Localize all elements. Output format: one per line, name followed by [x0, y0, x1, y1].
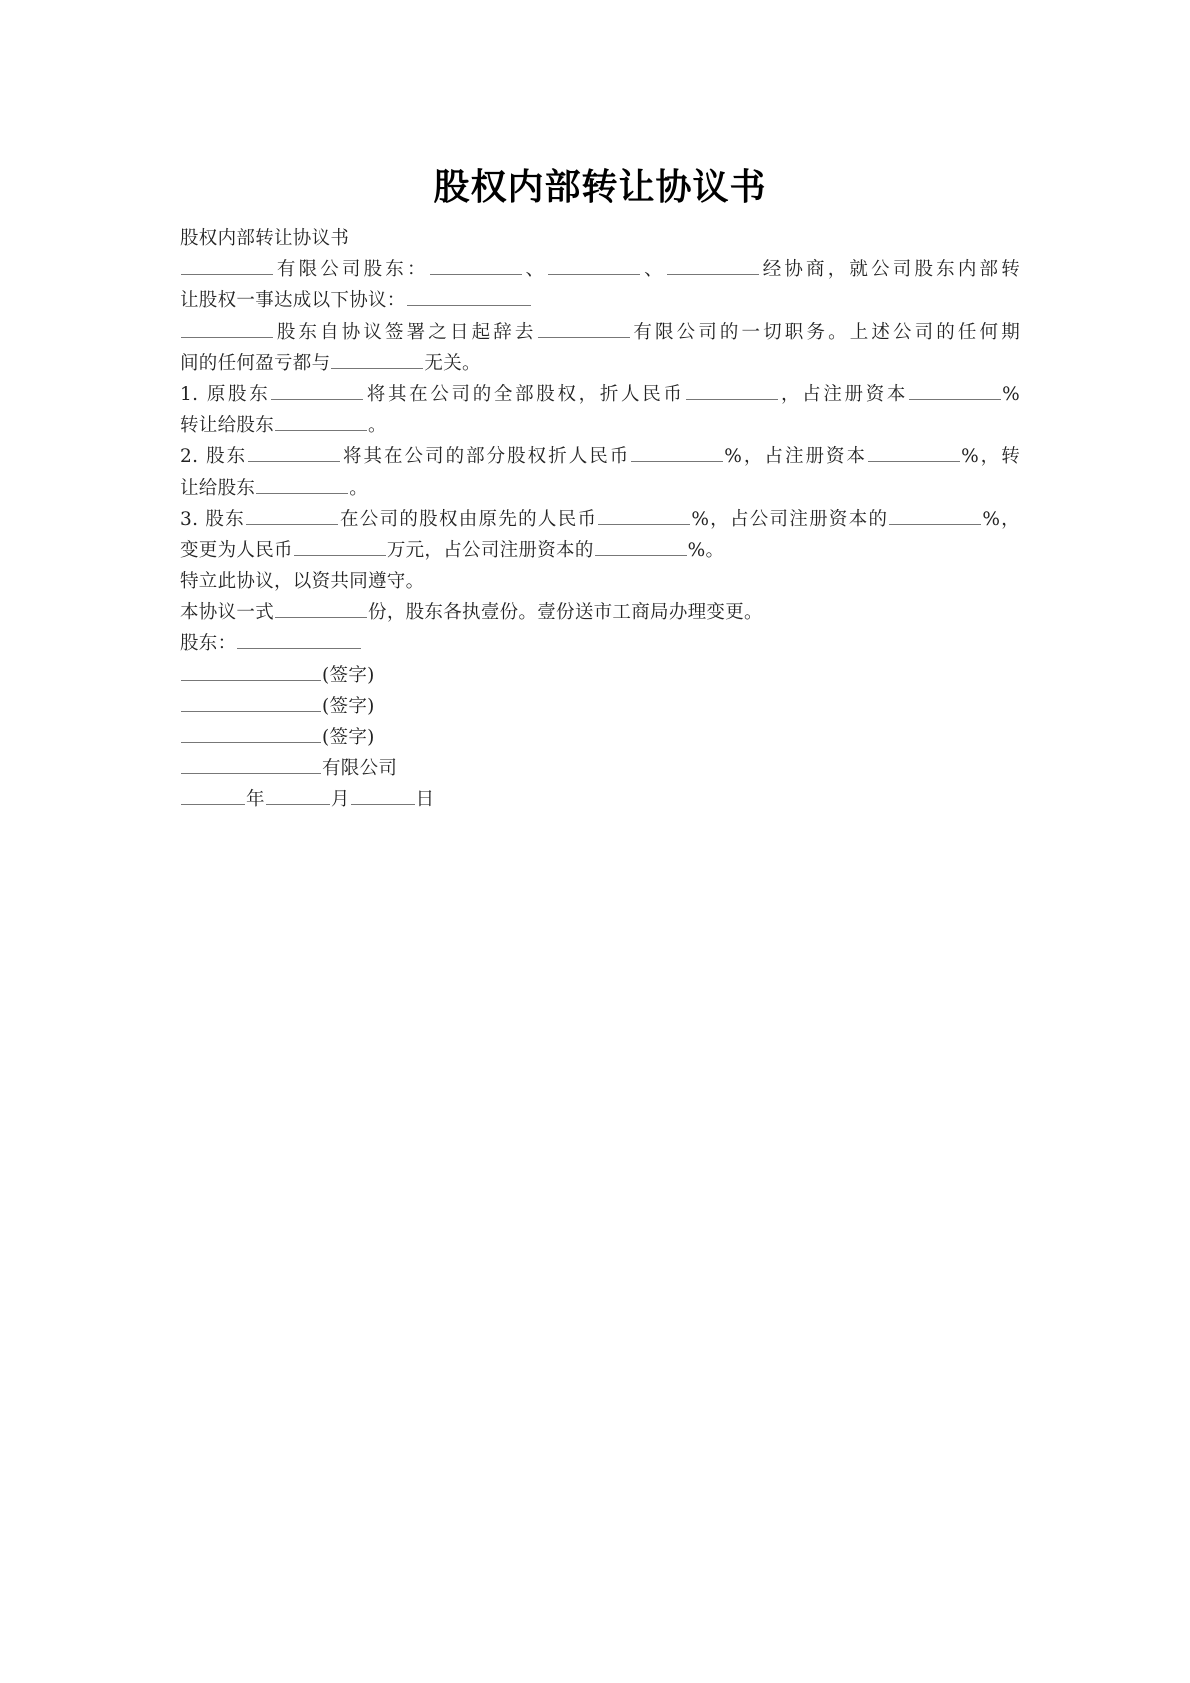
shareholder-blank-2[interactable]: [548, 256, 640, 275]
resignation-text: 股东自协议签署之日起辞去: [274, 321, 537, 343]
clause-text: %，: [982, 508, 1020, 530]
year-blank[interactable]: [181, 786, 245, 805]
copies-text: 本协议一式: [180, 602, 275, 624]
clause-text: ，占注册资本: [778, 383, 909, 405]
preamble-text: 经协商，就公司股东内部转: [759, 259, 1020, 281]
copies-text: 份，股东各执壹份。壹份送市工商局办理变更。: [368, 602, 763, 624]
resignation-text: 间的任何盈亏都与: [180, 352, 331, 374]
clause-3-line-2: [180, 535, 1020, 566]
signature-line-1: [180, 660, 1020, 691]
year-label: 年: [246, 789, 265, 811]
clause-text: 变更为人民币: [180, 539, 293, 561]
company-suffix: 有限公司: [322, 758, 398, 780]
original-capital-percent-blank[interactable]: [889, 506, 981, 525]
transferee-blank[interactable]: [256, 475, 348, 494]
clause-text: %。: [687, 539, 725, 561]
preamble-text: 有限公司股东：: [274, 259, 429, 281]
day-label: 日: [415, 789, 435, 811]
clause-text: 。: [368, 415, 387, 437]
closing-statement: 特立此协议，以资共同遵守。: [180, 571, 425, 593]
original-rmb-percent-blank[interactable]: [598, 506, 690, 525]
shareholder-label: 股东：: [180, 633, 237, 655]
resignation-text: 有限公司的一切职务。上述公司的任何期: [630, 321, 1020, 343]
clause-text: %: [1002, 383, 1020, 405]
rmb-percent-blank[interactable]: [631, 443, 723, 462]
separator: 、: [641, 259, 666, 281]
capital-percent-blank[interactable]: [868, 443, 960, 462]
month-label: 月: [330, 789, 350, 811]
signature-blank[interactable]: [181, 693, 321, 712]
signature-line-2: [180, 691, 1020, 722]
copies-count-blank[interactable]: [275, 599, 367, 618]
transferee-blank[interactable]: [275, 412, 367, 431]
month-blank[interactable]: [266, 786, 330, 805]
clause-number: 3. 股东: [180, 508, 246, 530]
shareholder-blank-1[interactable]: [430, 256, 522, 275]
shareholders-blank[interactable]: [237, 630, 361, 649]
separator: 、: [522, 259, 548, 281]
clause-3-line-1: [180, 504, 1020, 535]
shareholder-blank[interactable]: [248, 443, 340, 462]
subtitle: 股权内部转让协议书: [180, 228, 350, 249]
preamble-line-1: [180, 254, 1020, 285]
clause-text: 万元，占公司注册资本的: [386, 539, 594, 561]
new-rmb-amount-blank[interactable]: [294, 537, 386, 556]
clause-text: 让给股东: [180, 477, 256, 499]
clause-number: 1. 原股东: [180, 383, 271, 405]
clause-text: 将其在公司的部分股权折人民币: [341, 446, 631, 468]
resignation-text: 无关。: [424, 352, 481, 374]
preamble-text: 让股权一事达成以下协议：: [180, 290, 406, 312]
sign-label: (签字): [322, 664, 375, 686]
resigning-shareholder-blank[interactable]: [181, 319, 273, 338]
document-title: 股权内部转让协议书: [433, 167, 767, 208]
preamble-line-2: [180, 285, 1020, 316]
rmb-amount-blank[interactable]: [686, 381, 778, 400]
company-name-blank[interactable]: [181, 256, 273, 275]
company-signature-line: [180, 753, 1020, 784]
shareholders-line: [180, 628, 1020, 659]
copies-line: [180, 597, 1020, 628]
original-shareholder-blank[interactable]: [271, 381, 363, 400]
clause-2-line-1: [180, 441, 1020, 472]
sign-label: (签字): [322, 727, 375, 748]
clause-text: %，占公司注册资本的: [691, 508, 889, 530]
clause-text: 转让给股东: [180, 415, 275, 437]
shareholder-blank[interactable]: [246, 506, 338, 525]
shareholder-blank-3[interactable]: [667, 256, 759, 275]
signature-blank[interactable]: [181, 662, 321, 681]
agreement-blank[interactable]: [407, 287, 531, 306]
clause-text: %，占注册资本: [724, 446, 868, 468]
party-blank[interactable]: [331, 350, 423, 369]
clause-text: 。: [349, 477, 369, 499]
clause-number: 2. 股东: [180, 446, 248, 468]
capital-percent-blank[interactable]: [909, 381, 1001, 400]
document-body: [180, 223, 1020, 816]
resignation-line-1: [180, 317, 1020, 348]
signature-line-3: [180, 722, 1020, 753]
clause-1-line-2: [180, 410, 1020, 441]
clause-2-line-2: [180, 473, 1020, 504]
clause-text: 将其在公司的全部股权，折人民币: [364, 383, 685, 405]
day-blank[interactable]: [351, 786, 415, 805]
company-blank[interactable]: [538, 319, 630, 338]
resignation-line-2: [180, 348, 1020, 379]
clause-text: 在公司的股权由原先的人民币: [339, 508, 598, 530]
date-line: [180, 784, 1020, 815]
clause-1-line-1: [180, 379, 1020, 410]
clause-text: %，转: [961, 446, 1020, 468]
signature-blank[interactable]: [181, 724, 321, 743]
company-name-blank[interactable]: [181, 755, 321, 774]
new-capital-percent-blank[interactable]: [595, 537, 687, 556]
sign-label: (签字): [322, 695, 375, 717]
